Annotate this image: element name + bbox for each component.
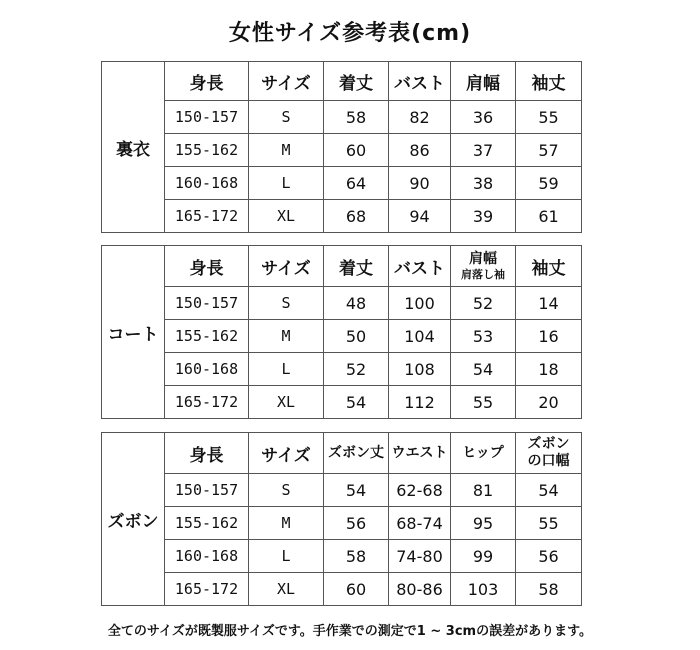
size-cell: S xyxy=(249,474,324,507)
header-shoulder-sub: 肩落し袖 xyxy=(461,268,505,281)
value-cell: 14 xyxy=(516,287,582,320)
header-height: 身長 xyxy=(165,62,249,101)
header-size: サイズ xyxy=(249,433,324,474)
value-cell: 54 xyxy=(451,353,516,386)
size-cell: L xyxy=(249,167,324,200)
value-cell: 36 xyxy=(451,101,516,134)
height-cell: 160-168 xyxy=(165,167,249,200)
category-label: ズボン xyxy=(102,433,165,606)
value-cell: 112 xyxy=(389,386,451,419)
value-cell: 55 xyxy=(451,386,516,419)
table-row xyxy=(102,134,582,167)
header-hem-width xyxy=(516,433,582,474)
size-cell: XL xyxy=(249,386,324,419)
value-cell: 82 xyxy=(389,101,451,134)
value-cell: 18 xyxy=(516,353,582,386)
value-cell: 52 xyxy=(451,287,516,320)
height-cell: 155-162 xyxy=(165,507,249,540)
header-pants-length: ズボン丈 xyxy=(324,433,389,474)
header-sleeve: 袖丈 xyxy=(516,246,582,287)
value-cell: 80-86 xyxy=(389,573,451,606)
table-row xyxy=(102,474,582,507)
header-sleeve: 袖丈 xyxy=(516,62,582,101)
value-cell: 94 xyxy=(389,200,451,233)
value-cell: 68 xyxy=(324,200,389,233)
value-cell: 95 xyxy=(451,507,516,540)
size-cell: L xyxy=(249,353,324,386)
header-bust: バスト xyxy=(389,62,451,101)
value-cell: 86 xyxy=(389,134,451,167)
height-cell: 165-172 xyxy=(165,386,249,419)
footnote: 全てのサイズが既製服サイズです。手作業での測定で1 ~ 3cmの誤差があります。 xyxy=(107,624,593,639)
value-cell: 59 xyxy=(516,167,582,200)
size-cell: S xyxy=(249,101,324,134)
value-cell: 64 xyxy=(324,167,389,200)
value-cell: 55 xyxy=(516,101,582,134)
value-cell: 61 xyxy=(516,200,582,233)
height-cell: 150-157 xyxy=(165,287,249,320)
value-cell: 60 xyxy=(324,134,389,167)
value-cell: 57 xyxy=(516,134,582,167)
height-cell: 165-172 xyxy=(165,573,249,606)
header-shoulder xyxy=(451,246,516,287)
value-cell: 38 xyxy=(451,167,516,200)
value-cell: 20 xyxy=(516,386,582,419)
category-label: 裏衣 xyxy=(102,62,165,233)
value-cell: 58 xyxy=(324,101,389,134)
value-cell: 60 xyxy=(324,573,389,606)
height-cell: 165-172 xyxy=(165,200,249,233)
value-cell: 48 xyxy=(324,287,389,320)
value-cell: 108 xyxy=(389,353,451,386)
size-cell: S xyxy=(249,287,324,320)
value-cell: 103 xyxy=(451,573,516,606)
page-title: 女性サイズ参考表(cm) xyxy=(228,21,472,46)
table-row xyxy=(102,540,582,573)
value-cell: 74-80 xyxy=(389,540,451,573)
value-cell: 81 xyxy=(451,474,516,507)
table-row xyxy=(102,167,582,200)
header-length: 着丈 xyxy=(324,62,389,101)
header-shoulder: 肩幅 xyxy=(451,62,516,101)
value-cell: 100 xyxy=(389,287,451,320)
header-size: サイズ xyxy=(249,246,324,287)
height-cell: 160-168 xyxy=(165,353,249,386)
size-table-lining xyxy=(101,61,582,233)
value-cell: 50 xyxy=(324,320,389,353)
size-cell: M xyxy=(249,320,324,353)
height-cell: 160-168 xyxy=(165,540,249,573)
table-row xyxy=(102,101,582,134)
table-row xyxy=(102,287,582,320)
header-shoulder-main: 肩幅 xyxy=(469,251,497,267)
value-cell: 37 xyxy=(451,134,516,167)
value-cell: 53 xyxy=(451,320,516,353)
height-cell: 155-162 xyxy=(165,134,249,167)
size-cell: XL xyxy=(249,573,324,606)
value-cell: 56 xyxy=(516,540,582,573)
value-cell: 104 xyxy=(389,320,451,353)
size-cell: M xyxy=(249,134,324,167)
header-hem-width-line1: ズボン xyxy=(527,436,570,452)
value-cell: 62-68 xyxy=(389,474,451,507)
category-label: コート xyxy=(102,246,165,419)
value-cell: 54 xyxy=(516,474,582,507)
height-cell: 150-157 xyxy=(165,101,249,134)
value-cell: 99 xyxy=(451,540,516,573)
value-cell: 58 xyxy=(324,540,389,573)
size-cell: XL xyxy=(249,200,324,233)
value-cell: 55 xyxy=(516,507,582,540)
height-cell: 155-162 xyxy=(165,320,249,353)
header-length: 着丈 xyxy=(324,246,389,287)
size-cell: L xyxy=(249,540,324,573)
size-cell: M xyxy=(249,507,324,540)
value-cell: 16 xyxy=(516,320,582,353)
table-row xyxy=(102,507,582,540)
table-row xyxy=(102,573,582,606)
value-cell: 39 xyxy=(451,200,516,233)
header-waist: ウエスト xyxy=(389,433,451,474)
value-cell: 68-74 xyxy=(389,507,451,540)
header-height: 身長 xyxy=(165,246,249,287)
header-hem-width-line2: の口幅 xyxy=(527,453,570,469)
table-row xyxy=(102,353,582,386)
value-cell: 52 xyxy=(324,353,389,386)
value-cell: 56 xyxy=(324,507,389,540)
header-size: サイズ xyxy=(249,62,324,101)
value-cell: 54 xyxy=(324,386,389,419)
height-cell: 150-157 xyxy=(165,474,249,507)
size-table-pants xyxy=(101,432,582,606)
value-cell: 54 xyxy=(324,474,389,507)
value-cell: 90 xyxy=(389,167,451,200)
header-hip: ヒップ xyxy=(451,433,516,474)
table-row xyxy=(102,200,582,233)
table-row xyxy=(102,320,582,353)
size-table-coat xyxy=(101,245,582,419)
value-cell: 58 xyxy=(516,573,582,606)
table-row xyxy=(102,386,582,419)
header-height: 身長 xyxy=(165,433,249,474)
header-bust: バスト xyxy=(389,246,451,287)
